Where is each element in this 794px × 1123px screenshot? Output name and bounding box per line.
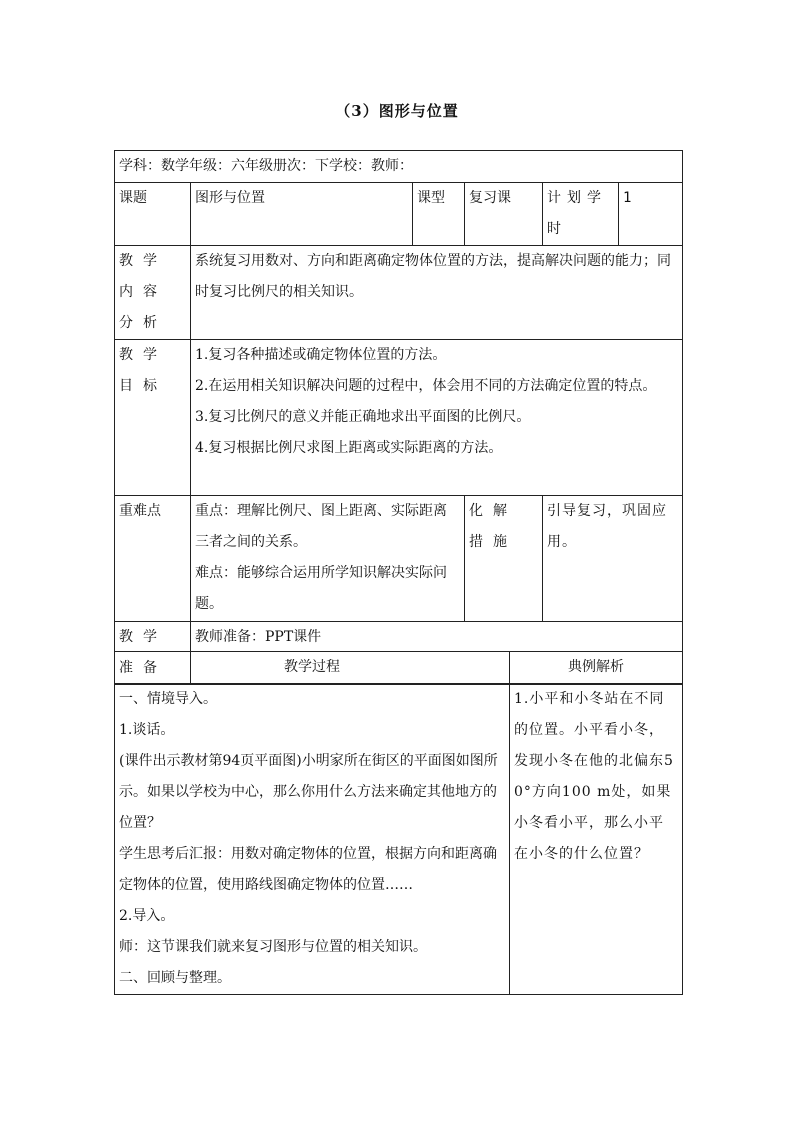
key-focus: 重点：理解比例尺、图上距离、实际距离三者之间的关系。 bbox=[195, 503, 447, 550]
type-label: 课型 bbox=[413, 183, 465, 246]
content-analysis-row bbox=[115, 246, 683, 340]
measures-label: 化解措施 bbox=[465, 496, 543, 622]
header-row bbox=[115, 151, 683, 183]
objective-item: 1.复习各种描述或确定物体位置的方法。 bbox=[195, 347, 447, 363]
process-line: 二、回顾与整理。 bbox=[119, 970, 231, 986]
objectives-row bbox=[115, 340, 683, 496]
content-analysis-label: 教学内容分析 bbox=[115, 246, 191, 340]
key-points-row bbox=[115, 496, 683, 622]
process-line: 1.谈话。 bbox=[119, 722, 175, 738]
hours-label: 计划学时 bbox=[543, 183, 619, 246]
objectives-list bbox=[191, 340, 683, 496]
type-value: 复习课 bbox=[465, 183, 543, 246]
content-analysis-text: 系统复习用数对、方向和距离确定物体位置的方法，提高解决问题的能力；同时复习比例尺的相关知识。 bbox=[191, 246, 683, 340]
process-line: 一、情境导入。 bbox=[119, 691, 217, 707]
process-line: 学生思考后汇报：用数对确定物体的位置，根据方向和距离确定物体的位置，使用路线图确定物体的位置…… bbox=[119, 846, 497, 893]
measures-value: 引导复习，巩固应用。 bbox=[543, 496, 683, 622]
topic-row bbox=[115, 183, 683, 246]
objective-item: 2.在运用相关知识解决问题的过程中，体会用不同的方法确定位置的特点。 bbox=[195, 378, 657, 394]
objective-item: 4.复习根据比例尺求图上距离或实际距离的方法。 bbox=[195, 440, 503, 456]
topic-value: 图形与位置 bbox=[191, 183, 413, 246]
process-line: (课件出示教材第94页平面图)小明家所在街区的平面图如图所示。如果以学校为中心，那么你用什么方法来确定其他地方的位置？ bbox=[119, 753, 498, 831]
key-points-label: 重难点 bbox=[115, 496, 191, 622]
process-header-row bbox=[115, 652, 683, 684]
subject-info: 学科：数学年级：六年级册次：下学校：教师： bbox=[115, 151, 683, 183]
process-content bbox=[115, 684, 510, 995]
key-difficulty: 难点：能够综合运用所学知识解决实际问题。 bbox=[195, 565, 447, 612]
page-title: （3）图形与位置 bbox=[335, 102, 459, 120]
process-line: 师：这节课我们就来复习图形与位置的相关知识。 bbox=[119, 939, 427, 955]
objective-item: 3.复习比例尺的意义并能正确地求出平面图的比例尺。 bbox=[195, 409, 531, 425]
lesson-info-table bbox=[114, 150, 683, 685]
preparation-text: 教师准备：PPT课件 bbox=[191, 622, 683, 685]
example-content: 1.小平和小冬站在不同的位置。小平看小冬，发现小冬在他的北偏东50°方向100 m处，如果小冬看小平，那么小平在小冬的什么位置？ bbox=[510, 684, 683, 995]
process-body-row bbox=[115, 684, 683, 995]
preparation-label: 教学准备 bbox=[115, 622, 191, 685]
process-line: 2.导入。 bbox=[119, 908, 175, 924]
teaching-process-table bbox=[114, 651, 683, 995]
hours-value: 1 bbox=[619, 183, 683, 246]
topic-label: 课题 bbox=[115, 183, 191, 246]
process-header: 教学过程 bbox=[115, 652, 510, 684]
objectives-label: 教学目标 bbox=[115, 340, 191, 496]
key-points-text bbox=[191, 496, 465, 622]
example-header: 典例解析 bbox=[510, 652, 683, 684]
